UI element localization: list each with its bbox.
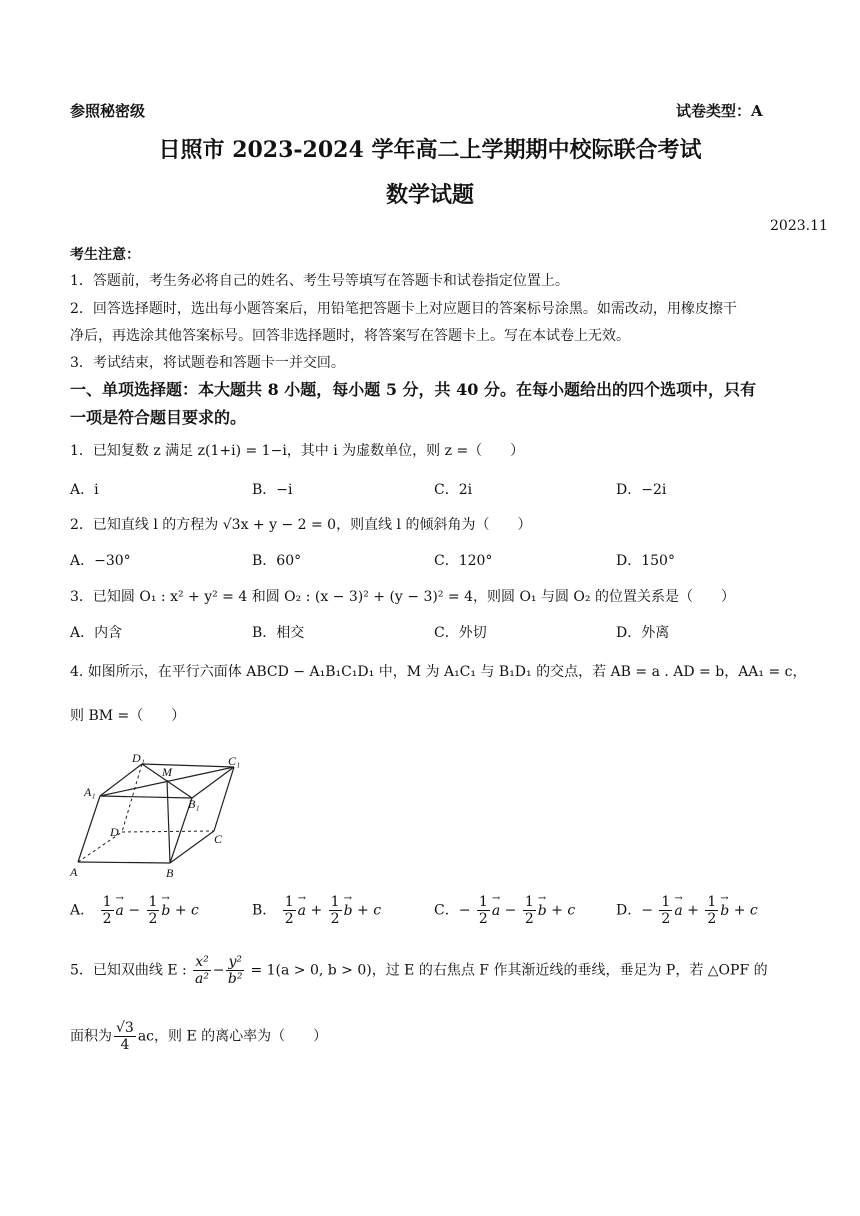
q4c-op: − [504, 902, 517, 919]
notice-item-2: 2．回答选择题时，选出每小题答案后，用铅笔把答题卡上对应题目的答案标号涂黑。如需改动，用橡皮擦干 [70, 301, 737, 317]
q4-option-d [616, 894, 758, 927]
q4c-frac1: $\frac{1}{2}$ [478, 894, 488, 927]
label-D1: D₁ [132, 751, 145, 765]
notice-item-2-cont: 净后，再选涂其他答案标号。回答非选择题时，将答案写在答题卡上。写在本试卷上无效。 [70, 328, 630, 344]
q4b-frac1: $\frac{1}{2}$ [284, 894, 294, 927]
label-C1: C₁ [228, 754, 241, 768]
q4d-frac1: $\frac{1}{2}$ [661, 894, 671, 927]
paper-type-label: 试卷类型：A [676, 102, 763, 120]
exam-title: 日照市 2023-2024 学年高二上学期期中校际联合考试 [158, 137, 702, 163]
q5-frac-y: $\frac{\text{y²}}{\text{b²}}$ [227, 954, 243, 987]
q5-minus: − [212, 962, 225, 979]
q5-post: = 1(a > 0, b > 0)，过 E 的右焦点 F 作其渐近线的垂线，垂足为 P，若 △OPF 的 [250, 962, 768, 979]
exam-date: 2023.11 [770, 218, 828, 234]
q4a-op: − [128, 902, 141, 919]
q3-option-c: C．外切 [434, 625, 487, 641]
label-B1: B₁ [188, 797, 200, 811]
q4-option-a [70, 894, 199, 927]
q4a-letter: A． [70, 902, 95, 919]
q2-option-c: C．120° [434, 553, 493, 569]
q4c-lead: − [458, 902, 471, 919]
label-C: C [214, 832, 223, 846]
q2-option-d: D．150° [616, 553, 675, 569]
q4c-frac2: $\frac{1}{2}$ [524, 894, 534, 927]
q4c-tail: + c [551, 902, 576, 919]
q3-option-b: B．相交 [252, 625, 305, 641]
q1-option-c: C．2i [434, 482, 473, 498]
q1-option-a: A．i [70, 482, 99, 498]
q4b-tail: + c [357, 902, 382, 919]
question-4-line2: 则 BM =（ ） [70, 708, 186, 724]
q4d-tail: + c [733, 902, 758, 919]
section-heading-line1: 一、单项选择题：本大题共 8 小题，每小题 5 分，共 40 分。在每小题给出的四个选项中，只有 [70, 380, 756, 399]
q4d-op: + [687, 902, 699, 919]
label-D: D [110, 825, 119, 839]
label-A: A [70, 865, 78, 879]
q5-frac-area: $\frac{√3}{4}$ [116, 1020, 134, 1053]
q4a-tail: + c [174, 902, 199, 919]
notice-heading: 考生注意： [70, 247, 140, 263]
q2-option-b: B．60° [252, 553, 302, 569]
q4-option-b [252, 894, 381, 927]
question-3: 3．已知圆 O₁ : x² + y² = 4 和圆 O₂ : (x − 3)² + (y − 3)² = 4，则圆 O₁ 与圆 O₂ 的位置关系是（ ） [70, 589, 735, 605]
q5-line2-post: ac，则 E 的离心率为（ ） [137, 1028, 328, 1045]
q3-option-a: A．内含 [70, 625, 123, 641]
q4a-vec-b: → b [161, 903, 170, 919]
parallelepiped-figure [66, 748, 256, 880]
q5-frac-x: $\frac{\text{x²}}{\text{a²}}$ [194, 954, 209, 987]
q4b-op: + [310, 902, 323, 919]
confidentiality-label: 参照秘密级 [70, 102, 146, 120]
q4c-vec-b: → b [538, 903, 547, 919]
question-4: 4. 如图所示，在平行六面体 ABCD − A₁B₁C₁D₁ 中，M 为 A₁C₁ 与 B₁D₁ 的交点，若 AB = a . AD = b，AA₁ = c， [70, 664, 807, 680]
q5-line2-pre: 面积为 [70, 1028, 112, 1045]
question-5-line2 [70, 1020, 327, 1053]
notice-item-3: 3．考试结束，将试题卷和答题卡一并交回。 [70, 355, 345, 371]
q1-option-b: B．−i [252, 482, 293, 498]
subject-title: 数学试题 [385, 182, 474, 208]
q4c-letter: C． [434, 902, 459, 919]
label-B: B [166, 866, 174, 880]
q4d-lead: − [641, 902, 653, 919]
q2-option-a: A．−30° [70, 553, 131, 569]
label-A1: A₁ [84, 785, 96, 799]
q1-option-d: D．−2i [616, 482, 667, 498]
q4b-frac2: $\frac{1}{2}$ [330, 894, 340, 927]
q4d-vec-b: → b [720, 903, 729, 919]
q4a-vec-a: → a [116, 903, 124, 919]
q4a-frac1: $\frac{1}{2}$ [102, 894, 112, 927]
label-M: M [162, 765, 172, 779]
question-2: 2．已知直线 l 的方程为 √3x + y − 2 = 0，则直线 l 的倾斜角为（ ） [70, 517, 532, 533]
question-1: 1．已知复数 z 满足 z(1+i) = 1−i，其中 i 为虚数单位，则 z =（ ） [70, 443, 525, 459]
q4a-frac2: $\frac{1}{2}$ [148, 894, 158, 927]
q4c-vec-a: → a [492, 903, 500, 919]
q4b-letter: B． [252, 902, 277, 919]
q4d-vec-a: → a [674, 903, 682, 919]
notice-item-1: 1．答题前，考生务必将自己的姓名、考生号等填写在答题卡和试卷指定位置上。 [70, 273, 569, 289]
question-5 [70, 954, 768, 987]
q4d-letter: D． [616, 902, 642, 919]
q4b-vec-a: → a [298, 903, 306, 919]
q4-option-c [434, 894, 575, 927]
section-heading-line2: 一项是符合题目要求的。 [70, 408, 247, 427]
q3-option-d: D．外离 [616, 625, 670, 641]
q5-pre: 5．已知双曲线 E : [70, 962, 187, 979]
q4b-vec-b: → b [344, 903, 353, 919]
q4d-frac2: $\frac{1}{2}$ [707, 894, 717, 927]
